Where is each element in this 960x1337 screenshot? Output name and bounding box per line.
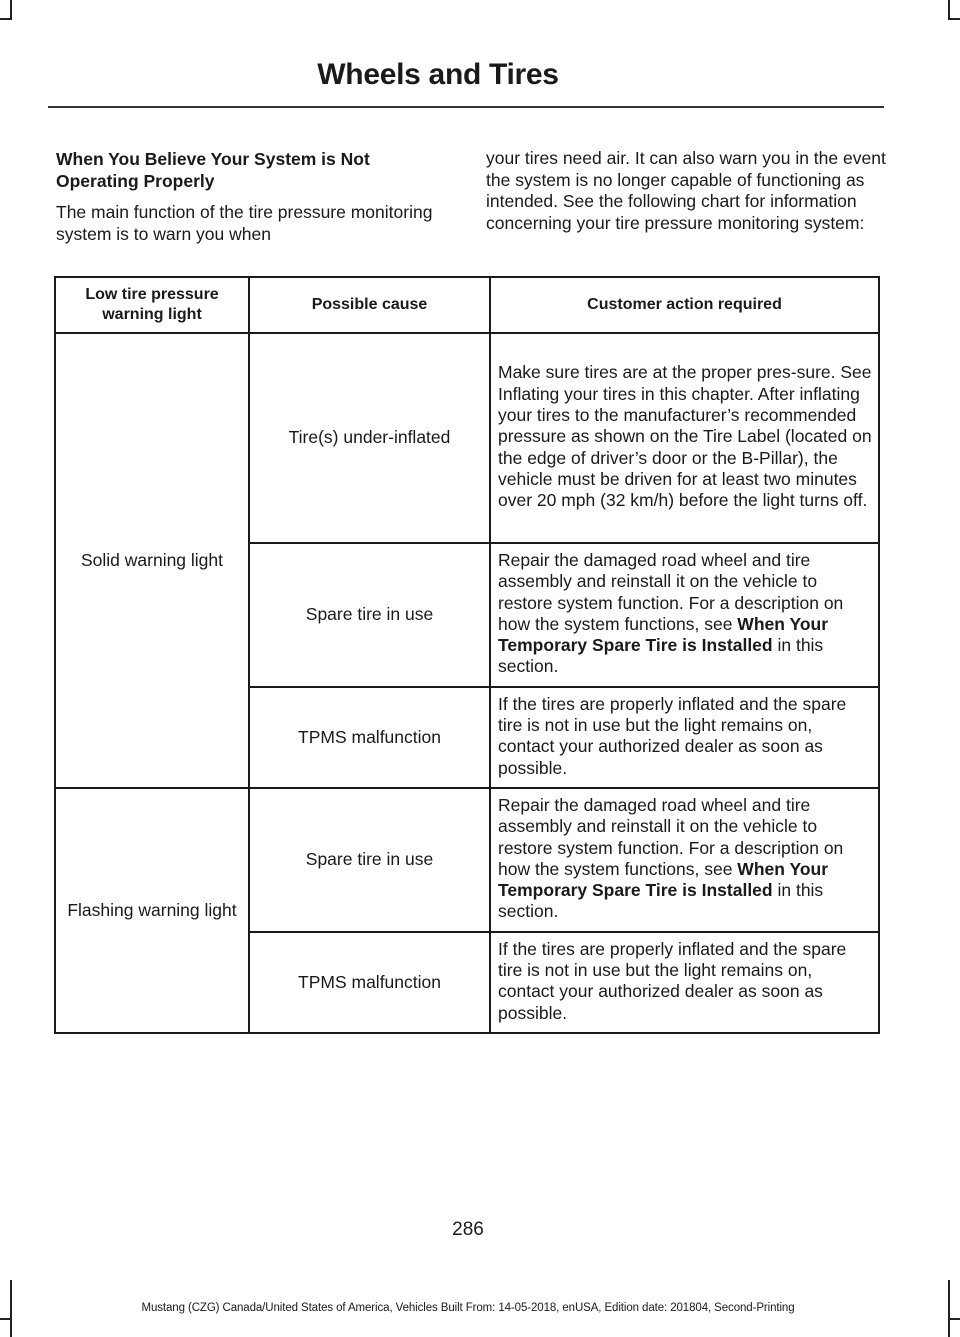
customer-action-cell: If the tires are properly inflated and the spare tire is not in use but the light remains on, contact your authorized dealer as soon as possible. (490, 687, 879, 788)
column-header-warning-light: Low tire pressure warning light (55, 277, 249, 333)
action-text: Repair the damaged road wheel and tire assembly and reinstall it on the vehicle to restore system function. For a description on how the system functions, see (498, 794, 844, 879)
warning-light-cell: Flashing warning light (55, 788, 249, 1033)
intro-right-column (486, 148, 886, 234)
possible-cause-cell: Spare tire in use (249, 543, 490, 687)
page-header (0, 58, 936, 92)
possible-cause-cell: Spare tire in use (249, 788, 490, 932)
possible-cause-cell: TPMS malfunction (249, 932, 490, 1033)
section-heading: When You Believe Your System is Not Operating Properly (56, 149, 370, 191)
section-reference: When Your Temporary Spare Tire is Installed (498, 613, 829, 656)
crop-mark-top-left (10, 0, 12, 20)
customer-action-cell: If the tires are properly inflated and the spare tire is not in use but the light remains on, contact your authorized dealer as soon as possible. (490, 932, 879, 1033)
crop-mark-bottom-right (948, 1280, 950, 1337)
intro-paragraph-right: your tires need air. It can also warn you in the event the system is no longer capable of functioning as intended. See the following chart for information concerning your tire pressure monitoring system: (486, 148, 886, 233)
crop-mark-top-right (948, 0, 950, 20)
crop-mark-bottom-left (0, 1318, 12, 1320)
section-reference: When Your Temporary Spare Tire is Installed (498, 858, 829, 901)
customer-action-cell (490, 543, 879, 687)
possible-cause-cell: TPMS malfunction (249, 687, 490, 788)
table-header-row (55, 277, 879, 333)
possible-cause-cell: Tire(s) under-inflated (249, 333, 490, 543)
intro-left-column (56, 148, 456, 245)
crop-mark-bottom-right (948, 1318, 960, 1320)
page-title: Wheels and Tires (317, 58, 559, 91)
intro-paragraph-left: The main function of the tire pressure monitoring system is to warn you when (56, 202, 433, 244)
column-header-customer-action: Customer action required (490, 277, 879, 333)
column-header-possible-cause: Possible cause (249, 277, 490, 333)
action-text: in this section. (498, 635, 824, 677)
table-row (55, 788, 879, 932)
action-text: Repair the damaged road wheel and tire assembly and reinstall it on the vehicle to restore system function. For a description on how the system functions, see (498, 550, 844, 634)
crop-mark-top-right (948, 18, 960, 20)
table-row (55, 333, 879, 543)
crop-mark-top-left (0, 18, 12, 20)
action-text: in this section. (498, 880, 824, 922)
page-number: 286 (452, 1219, 484, 1240)
header-divider (48, 106, 884, 108)
customer-action-cell (490, 788, 879, 932)
tpms-chart-table (54, 276, 880, 1034)
warning-light-cell: Solid warning light (55, 333, 249, 788)
customer-action-cell: Make sure tires are at the proper pres-sure. See Inflating your tires in this chapter. After inflating your tires to the manufacturer’s recommended pressure as shown on the Tire Label (located on the edge of driver’s door or the B-Pillar), the vehicle must be driven for at least two minutes over 20 mph (32 km/h) before the light turns off. (490, 333, 879, 543)
footer-edition-info: Mustang (CZG) Canada/United States of America, Vehicles Built From: 14-05-2018, enUSA, Edition date: 201804, Second-Printing (141, 1302, 795, 1314)
